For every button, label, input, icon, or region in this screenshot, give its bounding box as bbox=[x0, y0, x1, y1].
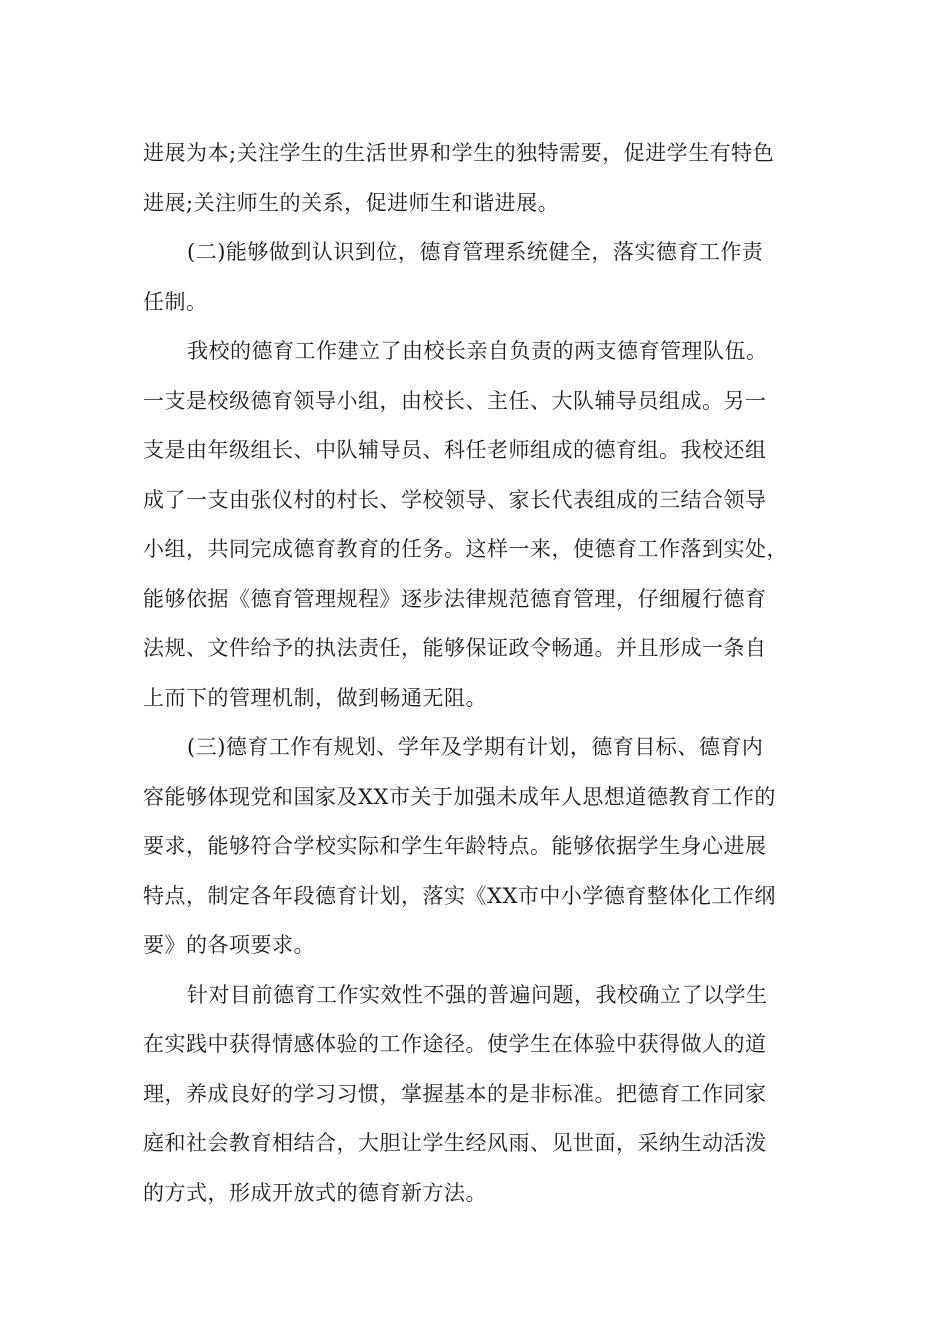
section-heading-2: (二)能够做到认识到位，德育管理系统健全，落实德育工作责 bbox=[187, 240, 764, 264]
paragraph-start: 针对目前德育工作实效性不强的普遍问题，我校确立了以学生 bbox=[187, 982, 768, 1007]
text-line: 要》的各项要求。 bbox=[143, 933, 315, 957]
text-line: 特点，制定各年段德育计划，落实《XX市中小学德育整体化工作纲 bbox=[143, 883, 776, 908]
text-line: 容能够体现党和国家及XX市关于加强未成年人思想道德教育工作的 bbox=[143, 784, 776, 809]
text-line: 在实践中获得情感体验的工作途径。使学生在体验中获得做人的道 bbox=[143, 1032, 767, 1056]
text-line: 小组，共同完成德育教育的任务。这样一来，使德育工作落到实处， bbox=[143, 537, 788, 561]
text-line: 要求，能够符合学校实际和学生年龄特点。能够依据学生身心进展 bbox=[143, 834, 767, 858]
text-line: 进展为本;关注学生的生活世界和学生的独特需要，促进学生有特色 bbox=[143, 141, 775, 165]
paragraph-start: 我校的德育工作建立了由校长亲自负责的两支德育管理队伍。 bbox=[187, 339, 768, 363]
text-line: 能够依据《德育管理规程》逐步法律规范德育管理，仔细履行德育 bbox=[143, 586, 767, 611]
text-line: 上而下的管理机制，做到畅通无阻。 bbox=[143, 685, 487, 710]
document-body bbox=[143, 129, 807, 1218]
text-line: 进展;关注师生的关系，促进师生和谐进展。 bbox=[143, 190, 560, 215]
section-heading-3: (三)德育工作有规划、学年及学期有计划，德育目标、德育内 bbox=[187, 735, 764, 759]
text-line: 成了一支由张仪村的村长、学校领导、家长代表组成的三结合领导 bbox=[143, 487, 767, 512]
text-line: 庭和社会教育相结合，大胆让学生经风雨、见世面，采纳生动活泼 bbox=[143, 1131, 767, 1155]
text-line: 法规、文件给予的执法责任，能够保证政令畅通。并且形成一条自 bbox=[143, 636, 767, 660]
text-line: 任制。 bbox=[143, 289, 208, 314]
text-line: 一支是校级德育领导小组，由校长、主任、大队辅导员组成。另一 bbox=[143, 388, 767, 413]
text-line: 理，养成良好的学习习惯，掌握基本的是非标准。把德育工作同家 bbox=[143, 1081, 767, 1106]
text-line: 支是由年级组长、中队辅导员、科任老师组成的德育组。我校还组 bbox=[143, 438, 767, 462]
text-line: 的方式，形成开放式的德育新方法。 bbox=[143, 1180, 487, 1205]
